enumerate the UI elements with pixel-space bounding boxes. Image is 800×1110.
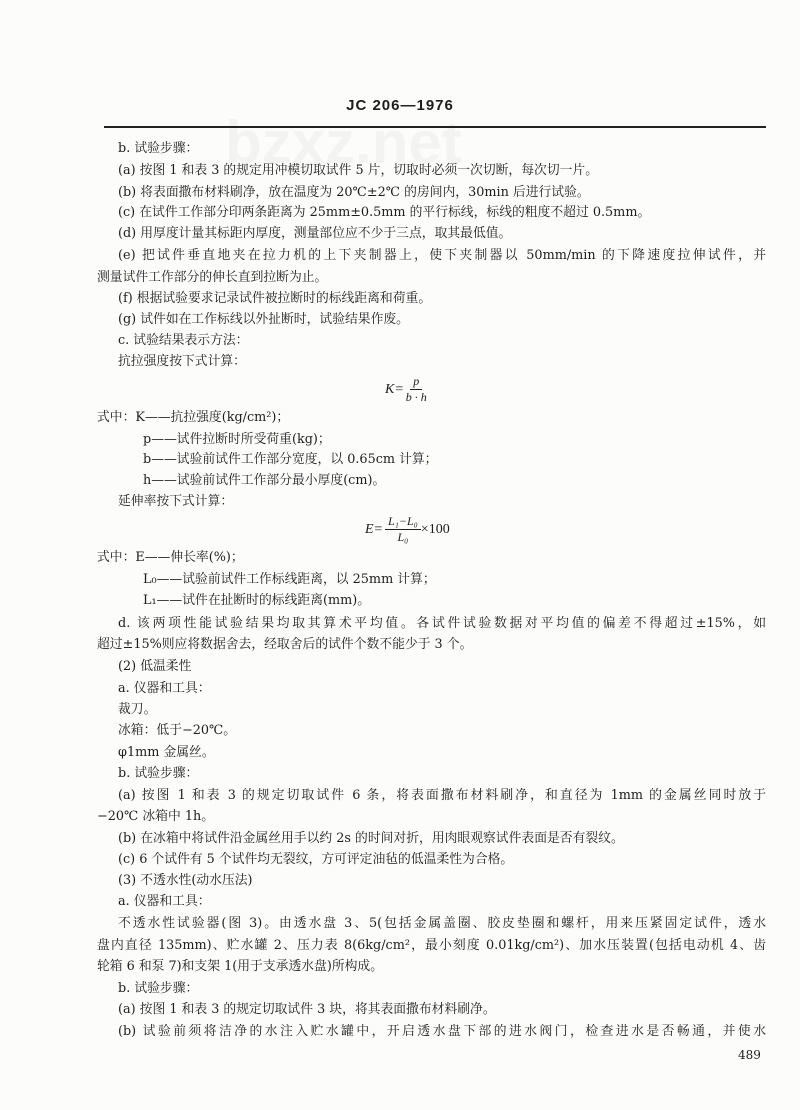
text-line: (a) 按图 1 和表 3 的规定切取试件 3 块，将其表面撒布材料刷净。 [118,1002,496,1017]
formula-denominator: b · h [405,390,427,404]
formula-tensile-strength [385,374,427,405]
formula-lhs: E= [365,521,383,537]
text-line: (c) 6 个试件有 5 个试件均无裂纹，方可评定油毡的低温柔性为合格。 [118,852,514,867]
text-line: c. 试验结果表示方法： [118,333,249,348]
definition-line: 式中：K——抗拉强度(kg/cm²)； [97,410,290,425]
definition-line: 式中：E——伸长率(%)； [97,550,244,565]
page-number: 489 [738,1048,761,1062]
text-line: (e) 把试件垂直地夹在拉力机的上下夹制器上，使下夹制器以 50mm/min 的下降速度拉伸试件，并 [118,248,766,263]
text-line: (f) 根据试验要求记录试件被拉断时的标线距离和荷重。 [118,291,432,306]
text-line: (b) 在冰箱中将试件沿金属丝用手以约 2s 的时间对折，用肉眼观察试件表面是否有裂纹。 [118,831,624,846]
formula-denominator: L₀ [397,530,409,544]
text-line: 盘内直径 135mm)、贮水罐 2、压力表 8(6kg/cm²，最小刻度 0.01kg/cm²)、加水压装置(包括电动机 4、齿 [97,938,766,953]
text-line: 超过±15%则应将数据舍去，经取舍后的试件个数不能少于 3 个。 [97,637,473,652]
formula-tail: ×100 [420,521,450,537]
text-line: 裁刀。 [118,702,157,717]
text-line: 延伸率按下式计算： [118,494,234,509]
formula-numerator: p [410,374,422,390]
text-line: 测量试件工作部分的伸长直到拉断为止。 [97,270,328,285]
text-line: d. 该两项性能试验结果均取其算术平均值。各试件试验数据对平均值的偏差不得超过±15%，如 [118,616,766,631]
text-line: (a) 按图 1 和表 3 的规定切取试件 6 条，将表面撒布材料刷净，和直径为 1mm 的金属丝同时放于 [118,788,766,803]
definition-line: L₁——试件在扯断时的标线距离(mm)。 [143,593,371,608]
text-line: (d) 用厚度计量其标距内厚度，测量部位应不少于三点，取其最低值。 [118,226,512,241]
definition-line: b——试验前试件工作部分宽度，以 0.65cm 计算； [143,452,438,467]
text-line: 轮箱 6 和泵 7)和支架 1(用于支承透水盘)所构成。 [97,959,384,974]
text-line: b. 试验步骤： [118,141,199,156]
text-line: φ1mm 金属丝。 [118,745,215,760]
text-line: a. 仪器和工具： [118,894,211,909]
definition-line: p——试件拉断时所受荷重(kg)； [143,432,331,447]
text-line: (b) 试验前须将洁净的水注入贮水罐中，开启透水盘下部的进水阀门，检查进水是否畅通，并使水 [118,1024,766,1039]
header-rule [104,126,766,128]
text-line: b. 试验步骤： [118,766,199,781]
text-line: 抗拉强度按下式计算： [118,354,246,369]
definition-line: h——试验前试件工作部分最小厚度(cm)。 [143,473,386,488]
text-line: (g) 试件如在工作标线以外扯断时，试验结果作废。 [118,312,409,327]
text-line: 冰箱：低于−20℃。 [118,723,237,738]
section-heading: (3) 不透水性(动水压法) [118,873,253,888]
text-line: (c) 在试件工作部分印两条距离为 25mm±0.5mm 的平行标线，标线的粗度不超过 0.5mm。 [118,205,651,220]
text-line: (b) 将表面撒布材料刷净，放在温度为 20℃±2℃ 的房间内，30min 后进行试验。 [118,185,590,200]
formula-lhs: K= [385,381,404,397]
document-header: JC 206—1976 [346,97,454,114]
formula-numerator: L₁−L₀ [385,514,421,530]
section-heading: (2) 低温柔性 [118,659,192,674]
text-line: a. 仪器和工具： [118,681,211,696]
text-line: b. 试验步骤： [118,981,199,996]
text-line: −20℃ 冰箱中 1h。 [97,809,215,824]
text-line: (a) 按图 1 和表 3 的规定用冲模切取试件 5 片，切取时必须一次切断，每次切一片。 [118,163,599,178]
formula-elongation [365,514,450,545]
text-line: 不透水性试验器(图 3)。由透水盘 3、5(包括金属盖圈、胶皮垫圈和螺杆，用来压紧固定试件，透水 [118,916,766,931]
definition-line: L₀——试验前试件工作标线距离，以 25mm 计算； [143,572,436,587]
